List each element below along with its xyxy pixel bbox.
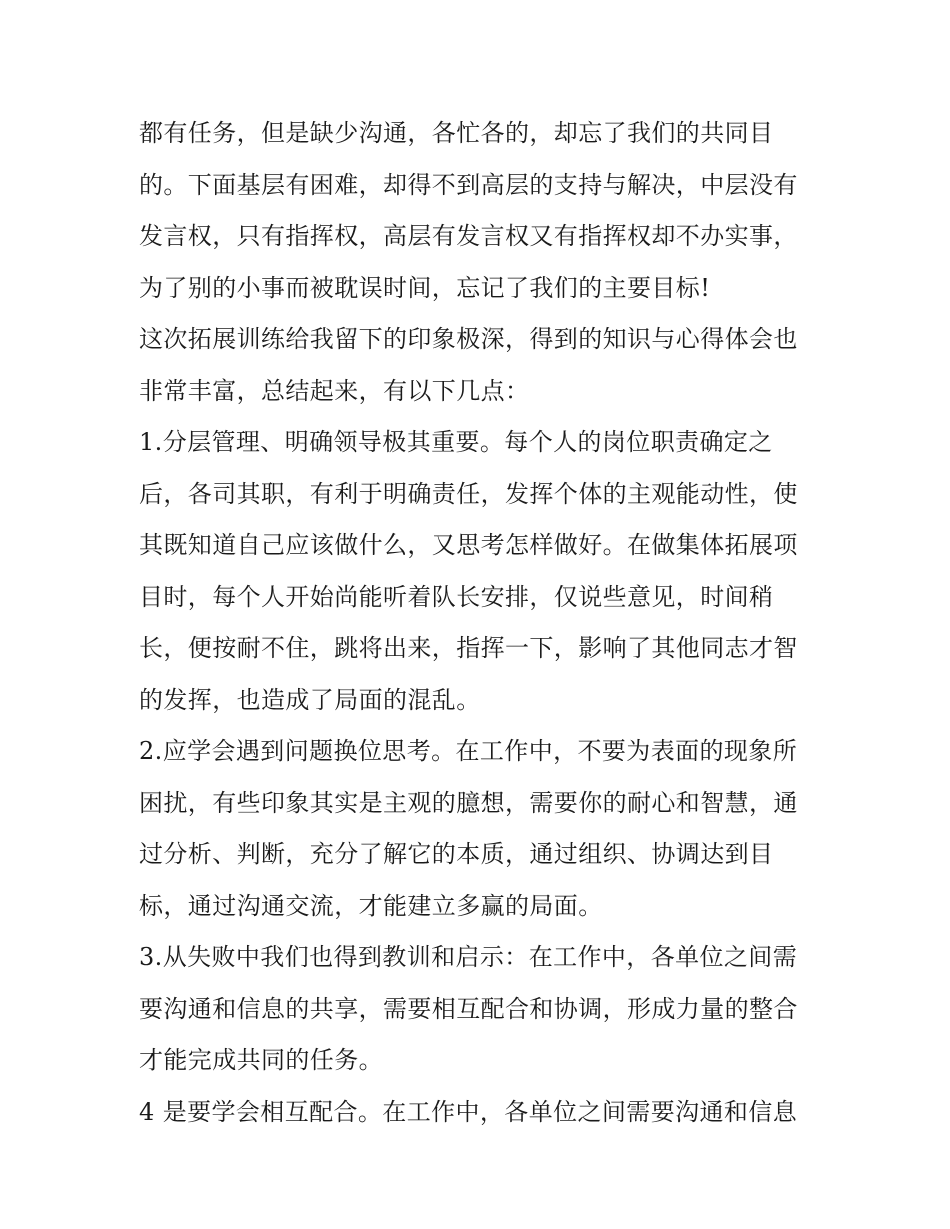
text-line: 3.从失败中我们也得到教训和启示：在工作中，各单位之间需 [139,943,798,971]
text-line: 才能完成共同的任务。 [139,1046,383,1074]
text-line: 都有任务，但是缺少沟通，各忙各的，却忘了我们的共同目 [139,119,774,147]
text-line: 困扰，有些印象其实是主观的臆想，需要你的耐心和智慧，通 [139,788,798,817]
text-line: 过分析、判断，充分了解它的本质，通过组织、协调达到目 [139,840,774,868]
text-line: 后，各司其职，有利于明确责任，发挥个体的主观能动性，使 [139,479,798,508]
text-line: 2.应学会遇到问题换位思考。在工作中，不要为表面的现象所 [139,737,798,765]
text-line: 发言权，只有指挥权，高层有发言权又有指挥权却不办实事， [139,222,798,250]
text-line: 的。下面基层有困难，却得不到高层的支持与解决，中层没有 [139,170,798,199]
text-line: 其既知道自己应该做什么，又思考怎样做好。在做集体拓展项 [139,531,798,559]
text-line: 标，通过沟通交流，才能建立多赢的局面。 [139,891,603,920]
text-line: 长，便按耐不住，跳将出来，指挥一下，影响了其他同志才智 [139,634,798,662]
text-line: 1.分层管理、明确领导极其重要。每个人的岗位职责确定之 [139,428,773,456]
text-line: 非常丰富，总结起来，有以下几点： [139,376,530,405]
text-line: 为了别的小事而被耽误时间，忘记了我们的主要目标! [139,273,711,302]
document-body [139,108,819,1138]
text-line: 4 是要学会相互配合。在工作中，各单位之间需要沟通和信息 [139,1097,798,1126]
text-line: 要沟通和信息的共享，需要相互配合和协调，形成力量的整合 [139,994,798,1023]
text-line: 这次拓展训练给我留下的印象极深，得到的知识与心得体会也 [139,325,798,353]
text-line: 目时，每个人开始尚能听着队长安排，仅说些意见，时间稍 [139,582,774,611]
text-line: 的发挥，也造成了局面的混乱。 [139,685,481,714]
